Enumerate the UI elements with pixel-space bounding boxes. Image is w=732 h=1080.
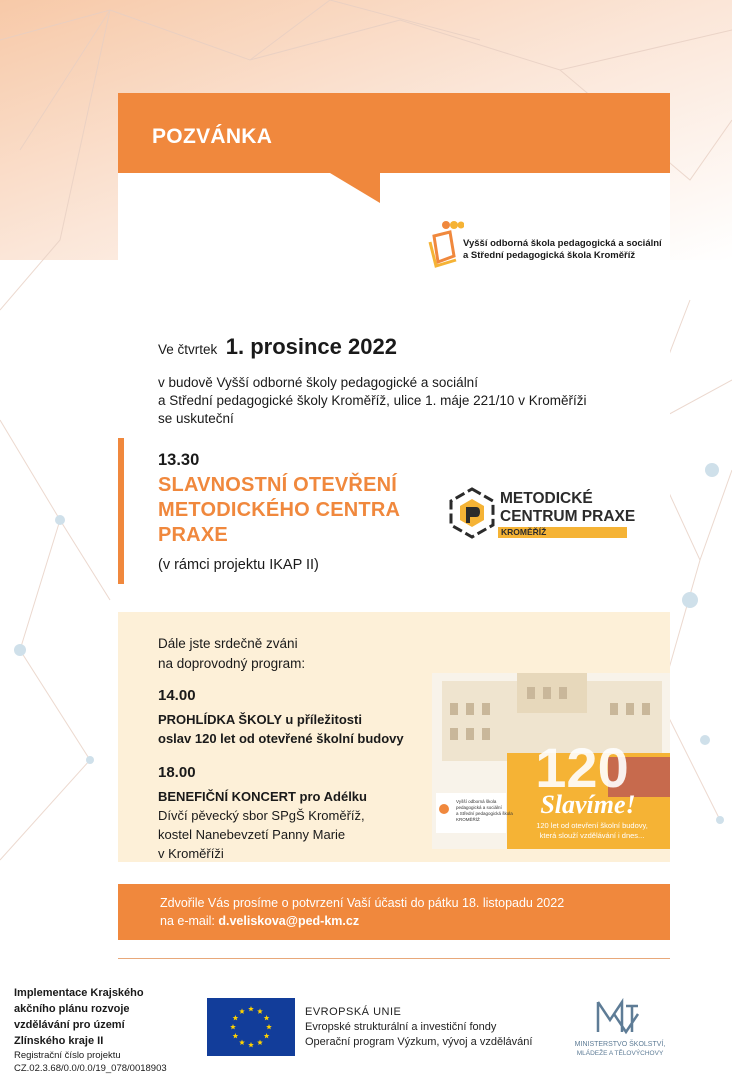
mcp-logo-line2: CENTRUM PRAXE [500,508,636,525]
footer-divider [118,958,670,959]
school-logo [428,218,662,270]
msmt-line2: MLÁDEŽE A TĚLOVÝCHOVY [576,1050,664,1057]
program-event2-line2: Dívčí pěvecký sbor SPgŠ Kroměříž, [158,808,365,823]
rsvp-line2 [160,912,359,930]
project-line4: Zlínského kraje II [14,1035,104,1047]
mcp-logo-line3: KROMĚŘÍŽ [501,527,547,537]
registration-number: CZ.02.3.68/0.0/0.0/19_078/0018903 [14,1063,167,1074]
anniversary-image [432,673,670,849]
school-name-line2: a Střední pedagogická škola Kroměříž [463,250,636,261]
program-event1-time: 14.00 [158,687,196,704]
school-logo-icon [428,218,464,270]
main-event-title-line2: METODICKÉHO CENTRA [158,499,401,521]
project-info [14,985,167,1075]
msmt-mark-icon [598,1002,638,1032]
mcp-logo-line1: METODICKÉ [500,490,593,507]
main-event-title-line3: PRAXE [158,524,228,546]
project-line2: akčního plánu rozvoje [14,1003,130,1015]
venue-text [158,374,586,428]
rsvp-email-prefix: na e-mail: [160,914,219,928]
anniversary-badge-icon [439,804,449,814]
anniversary-badge-line4: KROMĚŘÍŽ [456,817,480,822]
event-date [158,334,397,360]
main-event-title-line1: SLAVNOSTNÍ OTEVŘENÍ [158,474,398,496]
main-event-subtitle: (v rámci projektu IKAP II) [158,557,319,573]
anniversary-caption-line1: 120 let od otevření školní budovy, [536,821,648,830]
rsvp-email-link[interactable]: d.veliskova@ped-km.cz [218,914,360,928]
msmt-line1: MINISTERSTVO ŠKOLSTVÍ, [574,1041,666,1048]
main-event-title [158,473,400,548]
header-tail-shape [330,173,380,203]
program-intro [158,634,305,674]
anniversary-slogan: Slavíme! [540,790,636,819]
program-event2-line1: BENEFIČNÍ KONCERT pro Adélku [158,789,367,804]
program-intro-line2: na doprovodný program: [158,656,306,671]
program-event2-time: 18.00 [158,764,196,781]
program-event1-details [158,710,404,748]
eu-flag-icon [207,998,295,1056]
accent-bar [118,438,124,584]
program-intro-line1: Dále jste srdečně zváni [158,636,298,651]
program-box [118,612,670,862]
eu-line1: EVROPSKÁ UNIE [305,1006,402,1018]
msmt-logo [560,996,680,1058]
venue-line3: se uskuteční [158,411,234,426]
rsvp-band [118,884,670,940]
project-line3: vzdělávání pro území [14,1019,125,1031]
date-value: 1. prosince 2022 [225,334,397,359]
anniversary-badge-line3: a Střední pedagogická škola [456,811,513,816]
anniversary-caption-line2: která slouží vzdělávání i dnes... [539,831,645,840]
invitation-title: POZVÁNKA [152,125,273,148]
mcp-logo [448,487,636,541]
project-line1: Implementace Krajského [14,987,144,999]
venue-line2: a Střední pedagogické školy Kroměříž, ulice 1. máje 221/10 v Kroměříži [158,393,587,408]
anniversary-number: 120 [535,736,629,799]
school-name-line1: Vyšší odborná škola pedagogická a sociální [463,238,662,249]
program-event1-line2: oslav 120 let od otevřené školní budovy [158,731,404,746]
program-event2-details [158,787,367,863]
anniversary-badge-line1: Vyšší odborná škola [456,799,497,804]
main-event-time: 13.30 [158,451,200,469]
eu-funding-text [305,1005,532,1050]
anniversary-badge-line2: pedagogická a sociální [456,805,502,810]
rsvp-line1: Zdvořile Vás prosíme o potvrzení Vaší účasti do pátku 18. listopadu 2022 [160,896,565,910]
mcp-hexagon-icon [448,487,496,539]
header-band [118,93,670,173]
registration-label: Registrační číslo projektu [14,1050,121,1061]
venue-line1: v budově Vyšší odborné školy pedagogické a sociální [158,375,478,390]
program-event2-line4: v Kroměříži [158,846,224,861]
eu-line3: Operační program Výzkum, vývoj a vzdělávání [305,1036,533,1048]
program-event1-line1: PROHLÍDKA ŠKOLY u příležitosti [158,712,362,727]
program-event2-line3: kostel Nanebevzetí Panny Marie [158,827,346,842]
eu-line2: Evropské strukturální a investiční fondy [305,1021,497,1033]
date-prefix: Ve čtvrtek [158,342,218,357]
